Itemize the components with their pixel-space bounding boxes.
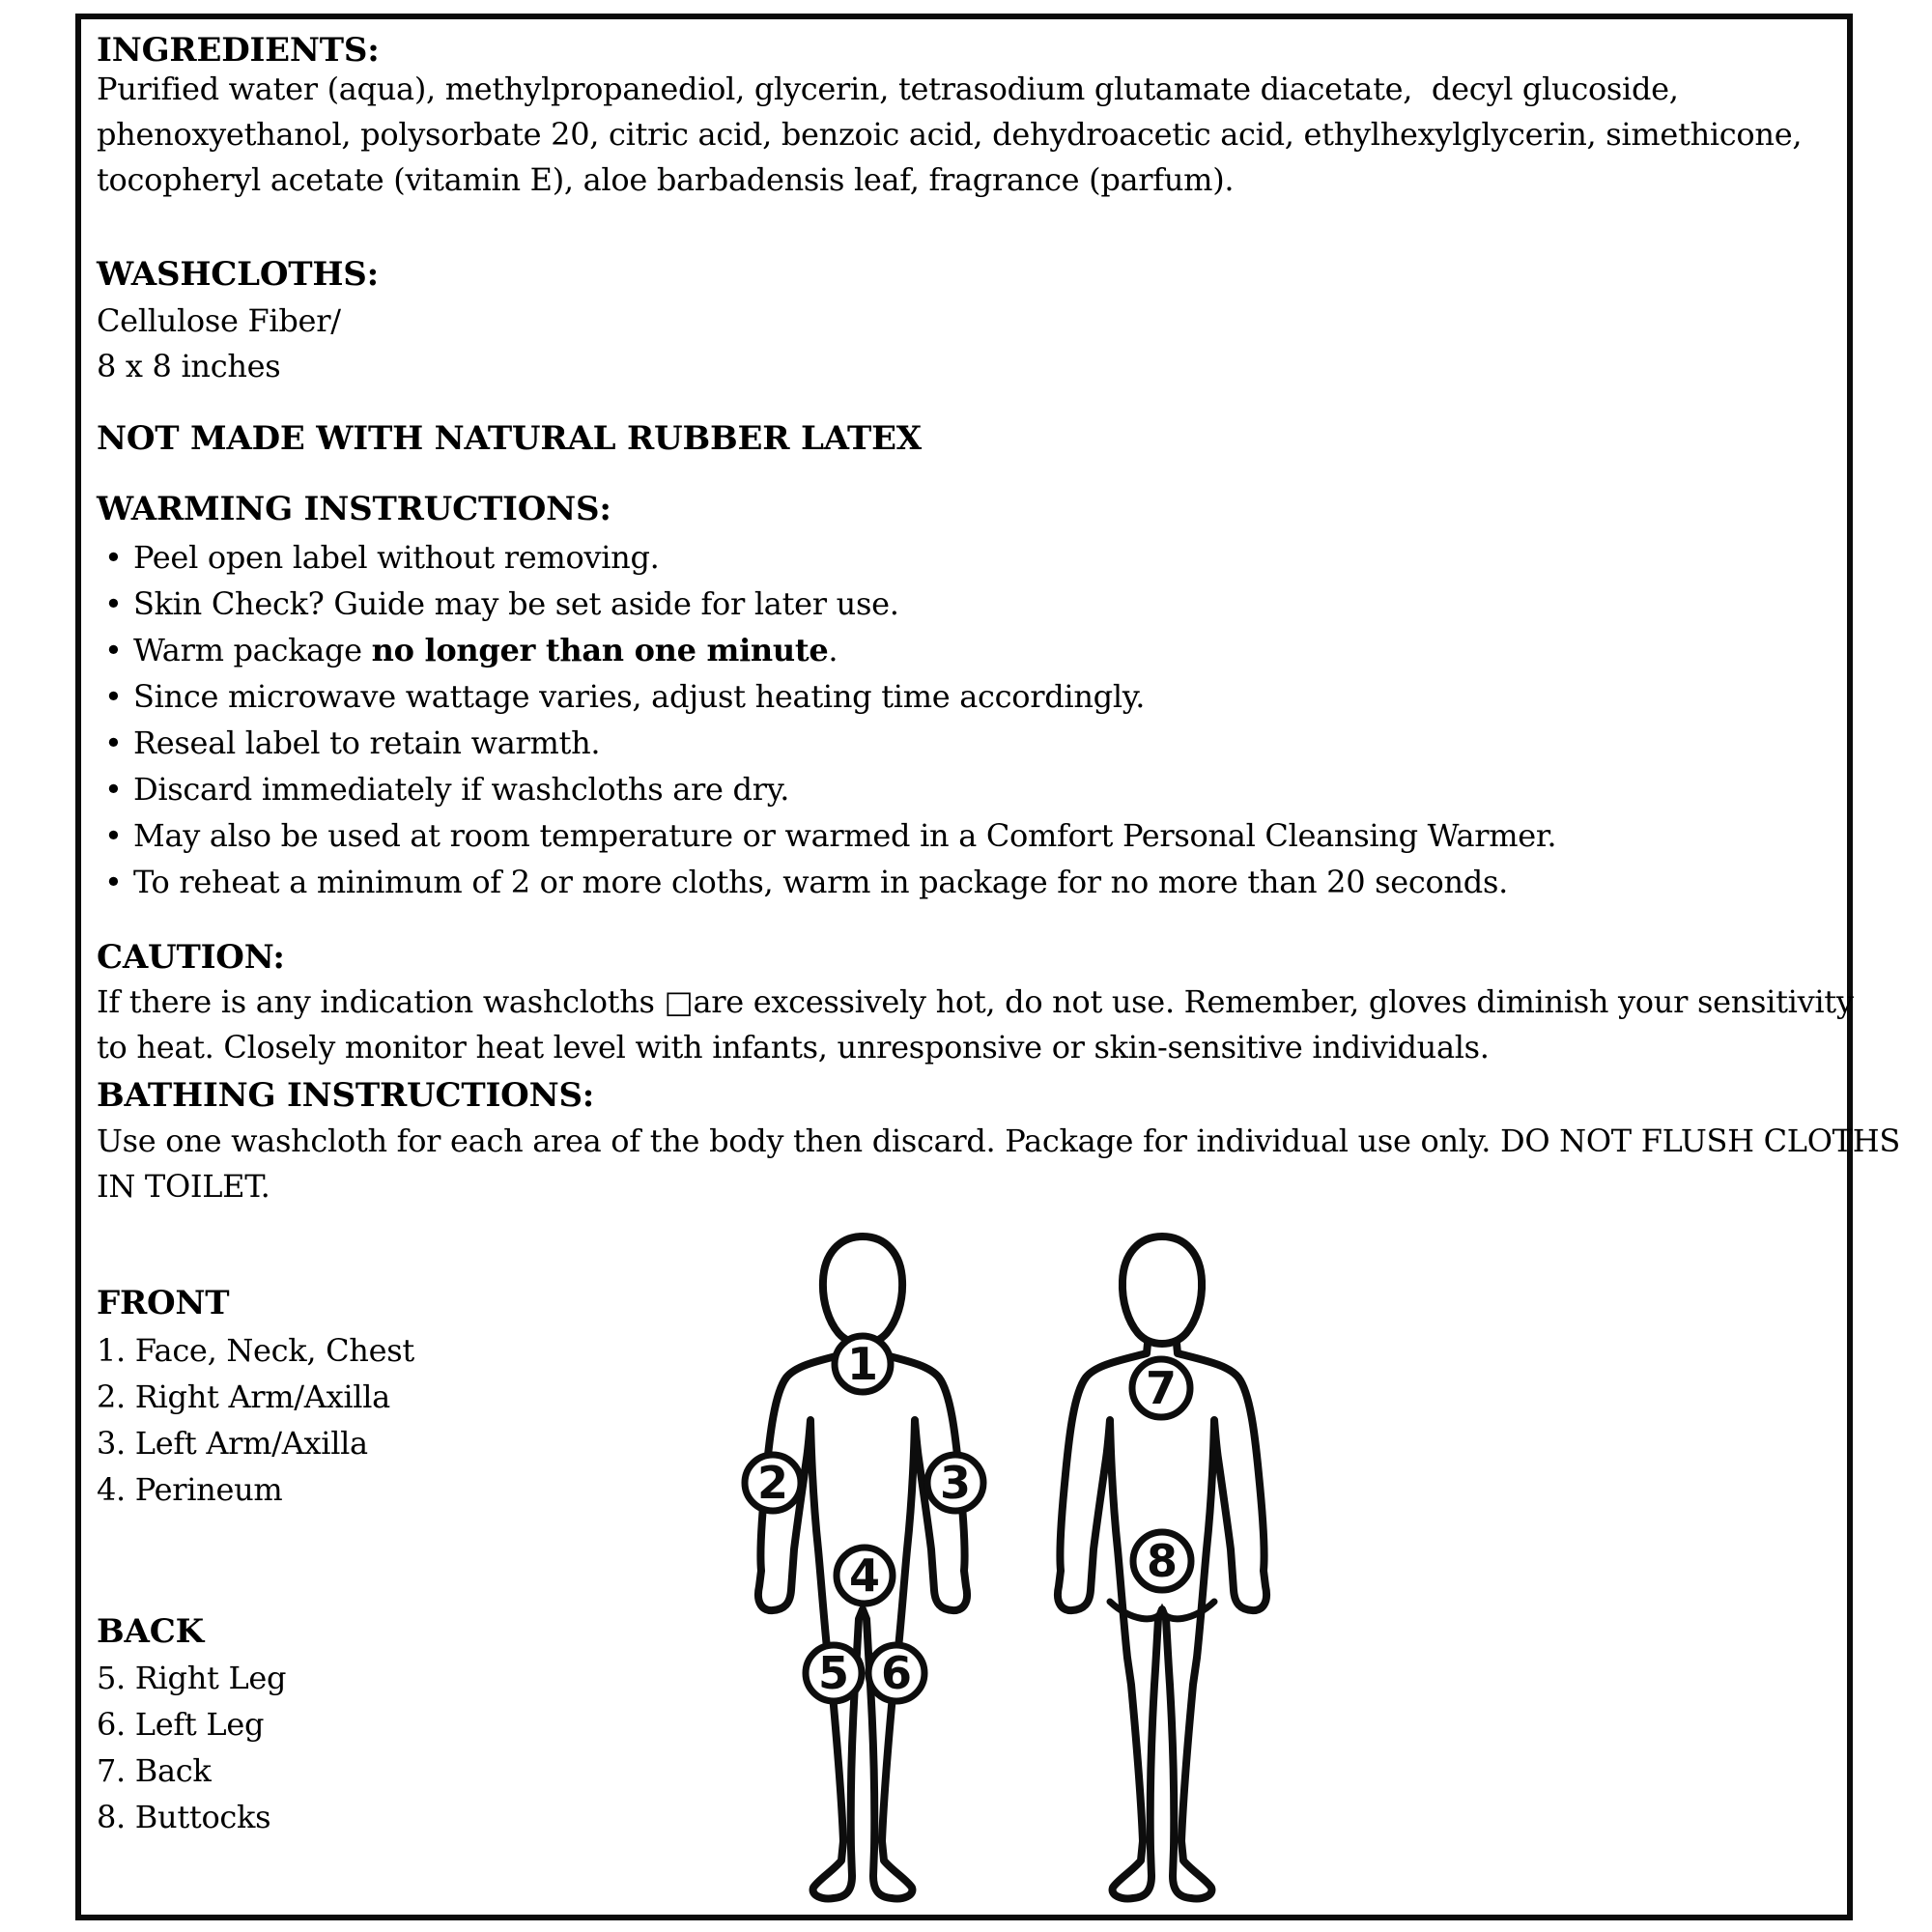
latex-notice: NOT MADE WITH NATURAL RUBBER LATEX [97, 419, 922, 458]
caution-heading: CAUTION: [97, 938, 285, 977]
text-line: Purified water (aqua), methylpropanediol, glycerin, tetrasodium glutamate diacetate, decyl glucoside, [97, 71, 1679, 107]
washcloths-heading: WASHCLOTHS: [97, 255, 379, 294]
list-item: 5. Right Leg [97, 1660, 287, 1696]
svg-text:1: 1 [846, 1338, 879, 1390]
svg-text:5: 5 [817, 1647, 850, 1699]
marker-5 [806, 1645, 862, 1701]
marker-2 [745, 1455, 801, 1511]
bullet-item: • Skin Check? Guide may be set aside for later use. [97, 581, 1556, 627]
svg-text:3: 3 [939, 1457, 972, 1509]
head-outline [823, 1236, 902, 1344]
list-item: 8. Buttocks [97, 1799, 271, 1835]
front-list-heading: FRONT [97, 1284, 230, 1322]
svg-text:4: 4 [848, 1549, 881, 1602]
caution-text [97, 980, 1854, 1070]
text-line: phenoxyethanol, polysorbate 20, citric acid, benzoic acid, dehydroacetic acid, ethylhexylglycerin, simethicone, [97, 116, 1803, 153]
bullet-item: • May also be used at room temperature or warmed in a Comfort Personal Cleansing Warmer. [97, 812, 1556, 859]
bullet-item: • Reseal label to retain warmth. [97, 720, 1556, 766]
svg-text:6: 6 [880, 1647, 913, 1699]
text-line: to heat. Closely monitor heat level with infants, unresponsive or skin-sensitive individuals. [97, 1029, 1490, 1065]
warming-heading: WARMING INSTRUCTIONS: [97, 490, 611, 528]
body-outline [758, 1323, 967, 1898]
svg-text:7: 7 [1145, 1362, 1178, 1414]
washcloths-text [97, 298, 341, 389]
head-outline [1122, 1236, 1202, 1344]
marker-6 [868, 1645, 924, 1701]
bullet-item: • Discard immediately if washcloths are dry. [97, 766, 1556, 812]
bathing-text [97, 1119, 1900, 1209]
text-line: If there is any indication washcloths □are excessively hot, do not use. Remember, gloves diminish your sensitivity [97, 983, 1854, 1020]
list-item: 6. Left Leg [97, 1706, 265, 1743]
marker-3 [927, 1455, 983, 1511]
text-line: tocopheryl acetate (vitamin E), aloe barbadensis leaf, fragrance (parfum). [97, 161, 1235, 198]
bullet-item: • Since microwave wattage varies, adjust heating time accordingly. [97, 673, 1556, 720]
marker-1 [835, 1336, 891, 1392]
ingredients-heading: INGREDIENTS: [97, 31, 380, 70]
back-list [97, 1655, 286, 1840]
text-line: IN TOILET. [97, 1168, 270, 1205]
marker-7 [1132, 1359, 1190, 1417]
text-line: Cellulose Fiber/ [97, 302, 341, 339]
bullet-item: • Warm package no longer than one minute. [97, 627, 1556, 673]
bullet-item: • Peel open label without removing. [97, 534, 1556, 581]
text-line: Use one washcloth for each area of the body then discard. Package for individual use only. DO NOT FLUSH CLOTHS [97, 1122, 1900, 1159]
document-frame [75, 14, 1900, 1920]
svg-text:2: 2 [756, 1457, 789, 1509]
marker-4 [837, 1548, 893, 1604]
ingredients-text [97, 67, 1802, 203]
list-item: 1. Face, Neck, Chest [97, 1332, 414, 1369]
list-item: 7. Back [97, 1752, 212, 1789]
front-list [97, 1327, 414, 1513]
list-item: 4. Perineum [97, 1471, 283, 1508]
warming-bullet-list [97, 534, 1556, 905]
bullet-item: • To reheat a minimum of 2 or more cloths, warm in package for no more than 20 seconds. [97, 859, 1556, 905]
body-diagram-back [1014, 1231, 1310, 1907]
svg-text:8: 8 [1146, 1535, 1179, 1587]
bathing-heading: BATHING INSTRUCTIONS: [97, 1076, 595, 1115]
body-diagram-front [715, 1231, 1010, 1907]
list-item: 3. Left Arm/Axilla [97, 1425, 368, 1462]
marker-8 [1133, 1532, 1191, 1590]
back-list-heading: BACK [97, 1612, 204, 1651]
list-item: 2. Right Arm/Axilla [97, 1378, 390, 1415]
text-line: 8 x 8 inches [97, 348, 281, 384]
